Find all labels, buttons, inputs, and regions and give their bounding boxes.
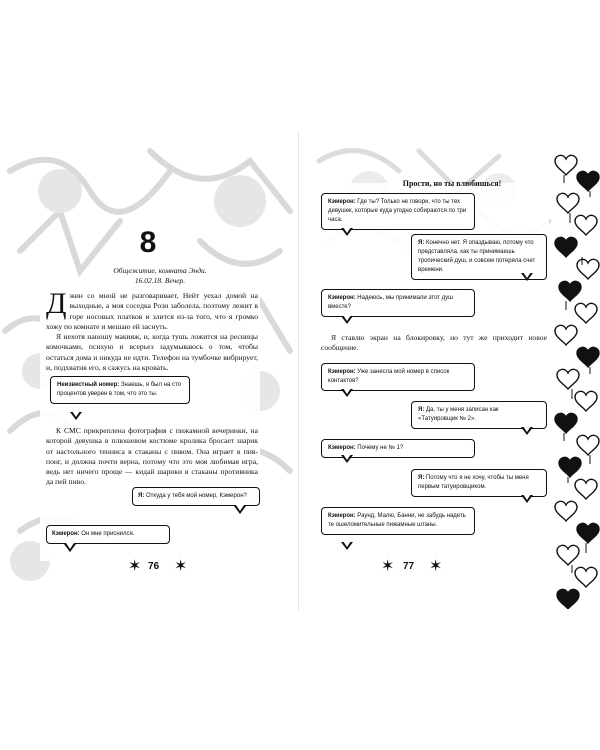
- date-line: 16.02.18. Вечер.: [134, 276, 186, 285]
- bubble-text: Раунд, Малю, Банни, не забудь надеть те ошеломительные пижамные штаны.: [328, 513, 466, 528]
- bubble-text: Где ты? Только не говори, что ты тех девушек, которые куда угодно собираются по три часа.: [328, 199, 467, 223]
- bubble-speaker: Неизвестный номер:: [57, 382, 120, 388]
- bubble-text: Уже занесла мой номер в список контактов?: [328, 369, 450, 384]
- bubble-speaker: Кэмерон:: [328, 199, 356, 205]
- bubble-text: Конечно нет. Я опаздываю, потому что представляла, как ты принимаешь тропический душ, и совсем потеряла счет времени.: [418, 240, 536, 273]
- bubble-text: Надеюсь, мы принимали этот душ вместе?: [328, 295, 453, 310]
- page-number: 76: [148, 561, 160, 572]
- page-number: 77: [403, 561, 415, 572]
- bubble-speaker: Я:: [418, 475, 425, 481]
- message-bubble-me: [132, 487, 260, 506]
- message-bubble-cameron: [321, 193, 475, 230]
- bubble-tail: [341, 316, 353, 324]
- message-bubble-cameron: [321, 363, 475, 391]
- left-page: [0, 131, 299, 610]
- bubble-speaker: Я:: [418, 240, 425, 246]
- left-para-1: жин со мной не разговаривает, Нейт уехал домой на выходные, а моя соседка Рози заболела, поэтому лежит в горе носовых платков и злится из-за того, что я громко хожу по комнате и мешаю ей заснуть.: [46, 291, 258, 331]
- message-bubble-cameron: [321, 507, 475, 535]
- bubble-speaker: Кэмерон:: [52, 531, 80, 537]
- bubble-text: Да, ты у меня записан как «Татуировщик № 2».: [418, 407, 499, 422]
- bubble-speaker: Кэмерон:: [328, 295, 356, 301]
- bubble-text: Он мне приснился.: [81, 531, 135, 537]
- bubble-speaker: Я:: [138, 493, 145, 499]
- bubble-text: Знаешь, я был на сто процентов уверен в том, что это ты.: [57, 382, 181, 397]
- star-icon: ✶: [429, 558, 443, 575]
- bubble-speaker: Кэмерон:: [328, 369, 356, 375]
- left-body-text: [46, 287, 258, 373]
- hearts-decoration: [552, 149, 600, 609]
- left-body-text-2: [46, 426, 258, 488]
- bubble-text: Откуда у тебя мой номер, Кэмерон?: [145, 493, 247, 499]
- right-para-1: Я ставлю экран на блокировку, но тут же приходит новое сообщение.: [321, 333, 547, 353]
- bubble-text: Потому что я не хочу, чтобы ты меня первым татуировщиком.: [418, 475, 529, 490]
- bubble-speaker: Кэмерон:: [328, 445, 356, 451]
- bubble-speaker: Кэмерон:: [328, 513, 356, 519]
- message-bubble-cameron: [321, 289, 475, 317]
- bubble-tail: [234, 506, 246, 514]
- bubble-text: Почему не № 1?: [357, 445, 404, 451]
- left-para-2: Я нехотя наношу макияж, и, когда тушь ложится на ресницы комочками, психую и всерьез задумываюсь о том, чтобы остаться дома и никуда не идти. Телефон на тумбочке вибрирует, и, подхватив его, я сажусь на кровать.: [46, 332, 258, 373]
- message-bubble-me: [411, 469, 547, 497]
- bubble-tail: [521, 427, 533, 435]
- message-bubble-cameron: [46, 525, 170, 544]
- bubble-tail: [521, 273, 533, 281]
- bubble-tail: [341, 455, 353, 463]
- bubble-tail: [341, 228, 353, 236]
- chapter-number: 8: [139, 226, 157, 259]
- bubble-tail: [64, 544, 76, 552]
- bubble-tail: [70, 412, 82, 420]
- right-body-text: [321, 333, 547, 354]
- bubble-tail: [341, 389, 353, 397]
- running-head: Прости, но ты влюбишься!: [402, 179, 502, 188]
- message-bubble-me: [411, 401, 547, 429]
- place-line: Общежитие, комната Энди.: [113, 266, 207, 275]
- left-para-3: К СМС прикреплена фотография с пижамной вечеринки, на которой девушка в плюшевом костюме кролика бросает шарик от настольного тенниса в стаканы с пивом. Она играет в пив-понг, и должна почти верна, потому что это моя любимая игра, ведь нет ничего проще — кидай шарики в стаканы противника да пей пиво.: [46, 426, 258, 487]
- dropcap: Д: [46, 287, 67, 320]
- right-page: [299, 131, 600, 610]
- star-icon: ✶: [128, 558, 142, 575]
- star-icon: ✶: [381, 558, 395, 575]
- bubble-tail: [341, 542, 353, 550]
- message-bubble-unknown: [50, 376, 190, 404]
- star-icon: ✶: [174, 558, 188, 575]
- bubble-tail: [521, 495, 533, 503]
- bubble-speaker: Я:: [418, 407, 425, 413]
